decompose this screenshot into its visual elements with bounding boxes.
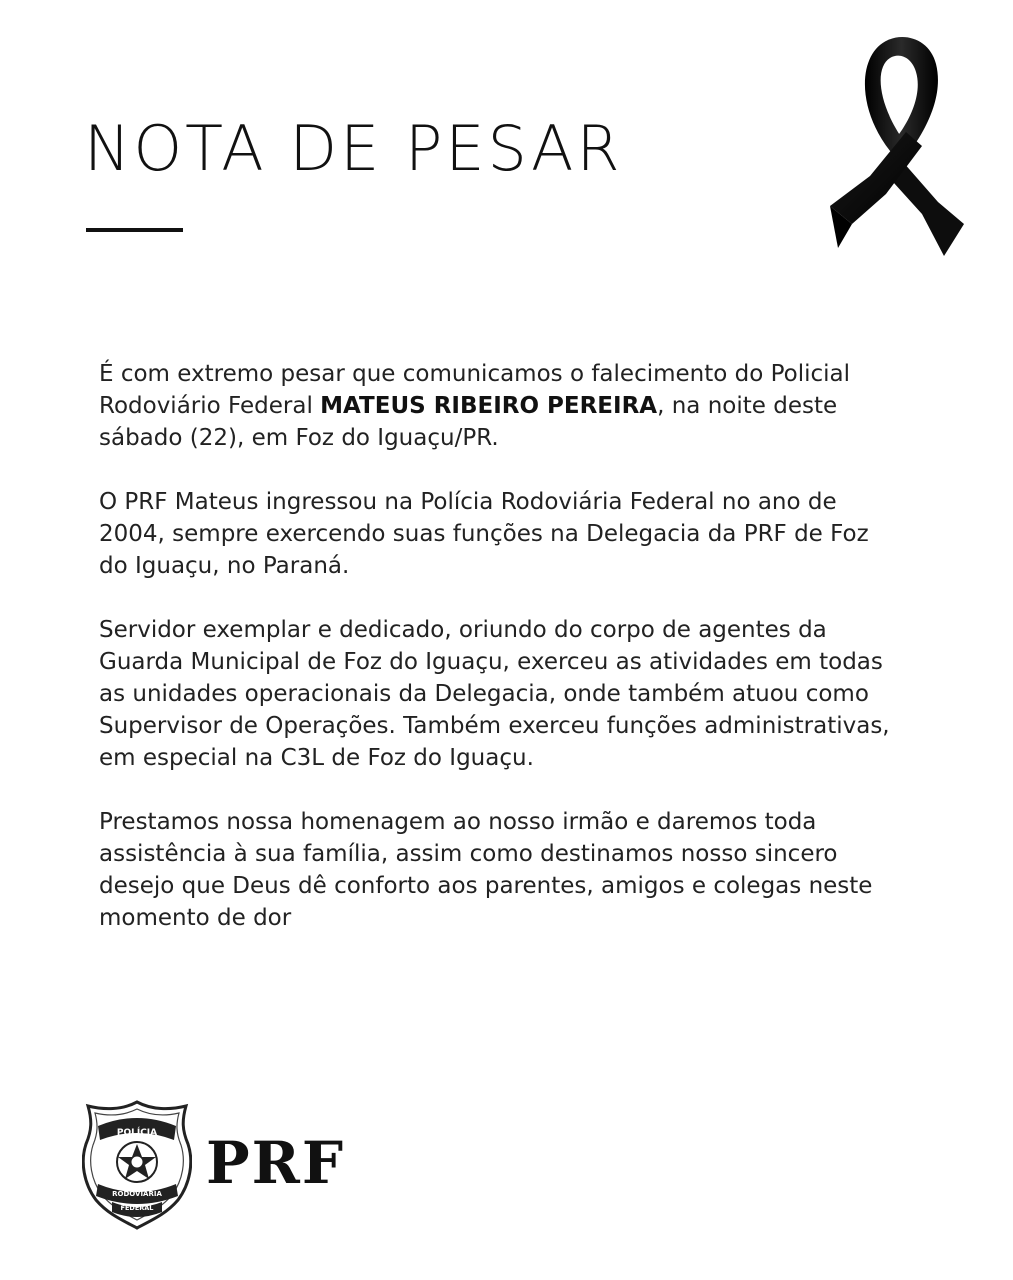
title-underline [86, 228, 183, 232]
page-title: NOTA DE PESAR [84, 112, 623, 185]
prf-badge-logo [82, 1100, 192, 1230]
badge-middle-text: RODOVIÁRIA [112, 1190, 162, 1198]
announcement-text-end: , na noite deste sábado (22), em Foz do Iguaçu/PR. [99, 393, 838, 451]
paragraph-service: Servidor exemplar e dedicado, oriundo do corpo de agentes da Guarda Municipal de Foz do Iguaçu, exerceu as atividades em todas as unidades operacionais da Delegacia, onde também atuou como Supervisor de Operações. Também exerceu funções administrativas, em especial na C3L de Foz do Iguaçu. [99, 617, 890, 771]
prf-logo-text: PRF [206, 1129, 345, 1197]
paragraph-announcement [99, 358, 899, 454]
announcement-text-start: É com extremo pesar que comunicamos o falecimento do Policial Rodoviário Federal [99, 361, 851, 419]
badge-top-text: POLÍCIA [116, 1128, 158, 1138]
mourning-ribbon-icon [826, 34, 966, 258]
paragraph-career: O PRF Mateus ingressou na Polícia Rodoviária Federal no ano de 2004, sempre exercendo suas funções na Delegacia da PRF de Foz do Iguaçu, no Paraná. [99, 489, 869, 579]
deceased-name: MATEUS RIBEIRO PEREIRA [320, 393, 658, 419]
badge-bottom-text: FEDERAL [120, 1204, 154, 1212]
paragraph-tribute: Prestamos nossa homenagem ao nosso irmão e daremos toda assistência à sua família, assim como destinamos nosso sincero desejo que Deus dê conforto aos parentes, amigos e colegas neste momento de dor [99, 809, 873, 931]
body-text [99, 358, 899, 934]
